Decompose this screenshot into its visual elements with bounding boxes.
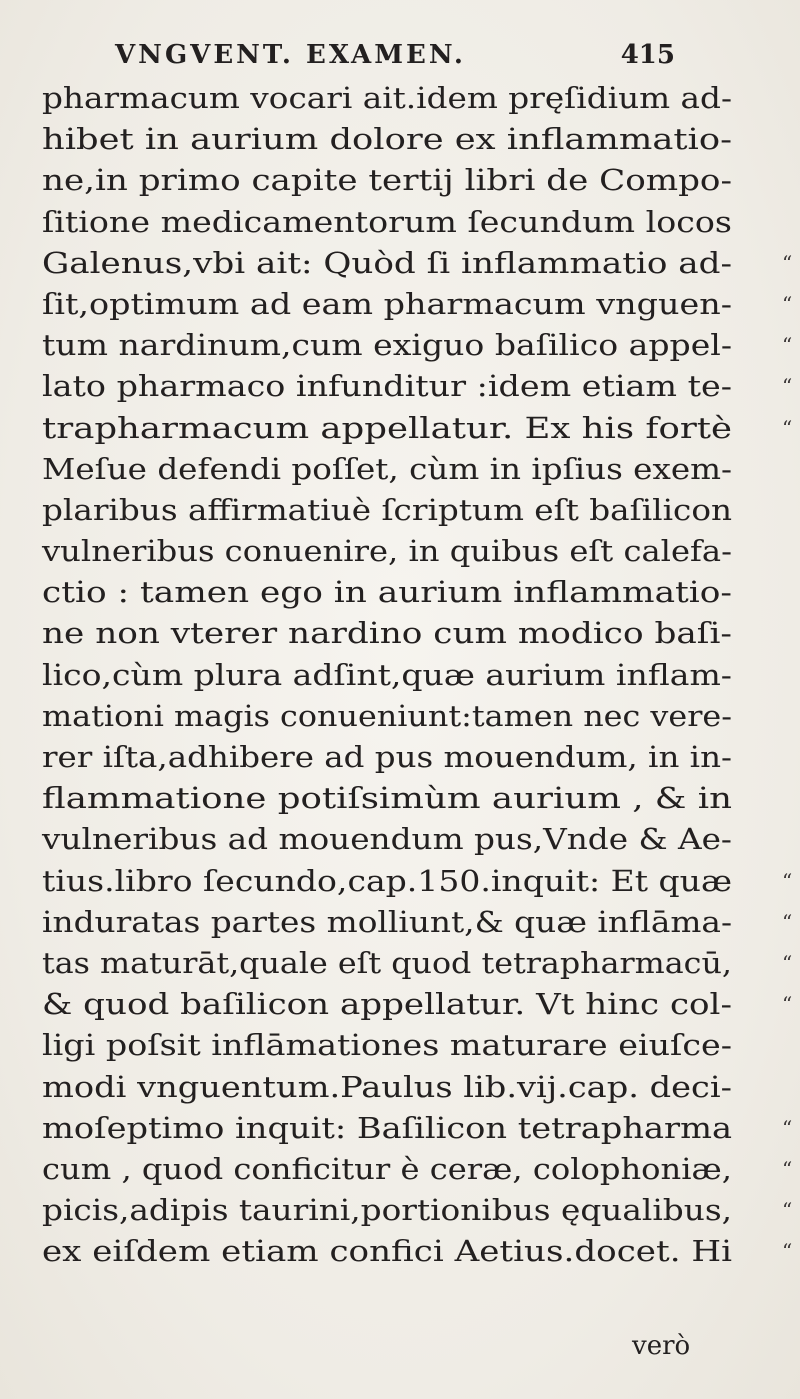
- page-number: 415: [620, 40, 675, 70]
- line-text: flammatione potiſsimùm aurium , & in: [42, 781, 732, 816]
- text-line: [42, 778, 732, 819]
- line-text: tius.libro ſecundo,cap.150.inquit: Et quæ: [42, 863, 733, 898]
- quotation-margin-mark: “: [782, 415, 793, 440]
- quotation-margin-mark: “: [782, 992, 793, 1017]
- line-text: induratas partes molliunt,& quæ inflāma-: [42, 904, 733, 939]
- text-line: [42, 613, 732, 654]
- text-line: [42, 1190, 793, 1231]
- quotation-margin-mark: “: [782, 950, 793, 975]
- quotation-margin-mark: “: [782, 1239, 793, 1264]
- text-line: [42, 1067, 732, 1108]
- text-line: [42, 696, 732, 737]
- quotation-margin-mark: “: [782, 909, 793, 934]
- line-text: picis,adipis taurini,portionibus ęqualibus,: [42, 1193, 733, 1228]
- line-text: plaribus affirmatiuè ſcriptum eſt baſilicon: [42, 492, 733, 527]
- text-line: [42, 1149, 793, 1190]
- text-line: [42, 160, 732, 201]
- text-line: [42, 78, 732, 119]
- line-text: & quod baſilicon appellatur. Vt hinc col-: [42, 987, 732, 1022]
- line-text: modi vnguentum.Paulus lib.vij.cap. deci-: [42, 1069, 732, 1104]
- line-text: lico,cùm plura adſint,quæ aurium inflam-: [42, 657, 732, 692]
- line-text: cum , quod conficitur è ceræ, colophoniæ,: [42, 1151, 732, 1186]
- line-text: mationi magis conueniunt:tamen nec vere-: [42, 698, 732, 733]
- text-line: [42, 572, 732, 613]
- text-line: [42, 984, 793, 1025]
- line-text: Galenus,vbi ait: Quòd ſi inflammatio ad-: [42, 245, 733, 280]
- quotation-margin-mark: “: [782, 1115, 793, 1140]
- line-text: ex eiſdem etiam confici Aetius.docet. Hi: [42, 1234, 733, 1269]
- page-header: [115, 40, 675, 76]
- text-line: [42, 737, 732, 778]
- line-text: ſit,optimum ad eam pharmacum vnguen-: [42, 286, 732, 321]
- text-line: [42, 902, 793, 943]
- quotation-margin-mark: “: [782, 868, 793, 893]
- text-line: [42, 119, 732, 160]
- line-text: ne non vterer nardino cum modico baſi-: [42, 616, 732, 651]
- text-line: [42, 490, 732, 531]
- text-line: [42, 284, 793, 325]
- line-text: lato pharmaco infunditur :idem etiam te-: [42, 369, 732, 404]
- line-text: tas maturāt,quale eſt quod tetrapharmacū,: [42, 945, 732, 980]
- quotation-margin-mark: “: [782, 333, 793, 358]
- quotation-margin-mark: “: [782, 291, 793, 316]
- quotation-margin-mark: “: [782, 374, 793, 399]
- text-line: [42, 861, 793, 902]
- line-text: moſeptimo inquit: Baſilicon tetrapharma: [42, 1110, 733, 1145]
- line-text: vulneribus conuenire, in quibus eſt calefa-: [42, 534, 732, 569]
- line-text: tum nardinum,cum exiguo baſilico appel-: [42, 328, 733, 363]
- text-line: [42, 655, 732, 696]
- text-line: [42, 1231, 793, 1272]
- line-text: pharmacum vocari ait.idem pręſidium ad-: [42, 81, 732, 115]
- line-text: rer iſta,adhibere ad pus mouendum, in in-: [42, 740, 732, 774]
- running-head: VNGVENT. EXAMEN.: [115, 40, 466, 70]
- text-line: [42, 1108, 793, 1149]
- line-text: trapharmacum appellatur. Ex his fortè: [42, 410, 733, 445]
- line-text: hibet in aurium dolore ex inflammatio-: [42, 122, 733, 157]
- text-line: [42, 408, 793, 449]
- text-line: [42, 531, 732, 572]
- catchword: verò: [632, 1331, 691, 1361]
- quotation-margin-mark: “: [782, 250, 793, 275]
- text-line: [42, 325, 793, 366]
- line-text: vulneribus ad mouendum pus,Vnde & Ae-: [42, 822, 732, 857]
- quotation-margin-mark: “: [782, 1156, 793, 1181]
- text-line: [42, 449, 732, 490]
- text-line: [42, 819, 732, 860]
- text-line: [42, 366, 793, 407]
- line-text: ſitione medicamentorum ſecundum locos: [42, 204, 732, 239]
- text-line: [42, 943, 793, 984]
- body-text: [42, 78, 793, 1272]
- line-text: ligi poſsit inflāmationes maturare eiuſce-: [42, 1028, 732, 1063]
- text-line: [42, 202, 732, 243]
- line-text: ne,in primo capite tertij libri de Compo-: [42, 163, 732, 198]
- line-text: Meſue defendi poſſet, cùm in ipſius exem-: [42, 451, 733, 486]
- line-text: ctio : tamen ego in aurium inflammatio-: [42, 575, 733, 610]
- text-line: [42, 243, 793, 284]
- text-line: [42, 1025, 732, 1066]
- quotation-margin-mark: “: [782, 1198, 793, 1223]
